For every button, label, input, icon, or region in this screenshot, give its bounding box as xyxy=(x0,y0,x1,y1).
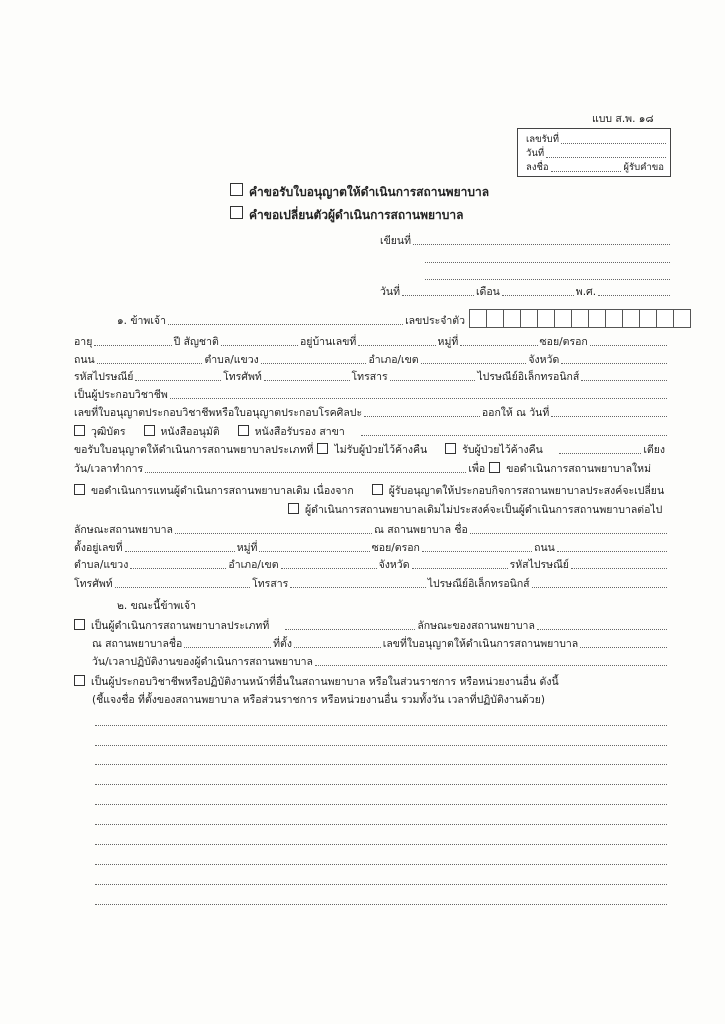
id-digit-box[interactable] xyxy=(571,309,589,328)
dotted-input-field[interactable] xyxy=(580,647,667,648)
form-row xyxy=(425,250,670,266)
dotted-input-field[interactable] xyxy=(581,380,667,381)
id-digit-box[interactable] xyxy=(469,309,487,328)
field-label: เตียง xyxy=(643,444,665,456)
form-row xyxy=(72,423,667,439)
form-row xyxy=(425,267,670,283)
dotted-input-field[interactable] xyxy=(281,568,377,569)
field-label: ซอย/ตรอก xyxy=(371,542,420,554)
form-row xyxy=(286,501,667,517)
dotted-input-field[interactable] xyxy=(170,398,667,399)
id-digit-box[interactable] xyxy=(588,309,606,328)
field-label: ตำบล/แขวง xyxy=(74,559,129,571)
form-row xyxy=(95,752,667,768)
form-row xyxy=(72,673,667,689)
field-label: อยู่บ้านเลขที่ xyxy=(300,336,357,348)
receipt-signature-row xyxy=(524,161,666,175)
checkbox-label[interactable]: หนังสือรับรอง สาขา xyxy=(254,426,345,438)
field-label: หมู่ที่ xyxy=(236,542,258,554)
checkbox-label[interactable]: เป็นผู้ประกอบวิชาชีพหรือปฏิบัติงานหน้าที่อื่นในสถานพยาบาล หรือในส่วนราชการ หรือหน่วยงานอื่น ดังนี้ xyxy=(91,676,559,688)
field-label: ออกให้ ณ วันที่ xyxy=(481,407,550,419)
checkbox-label[interactable]: ไม่รับผู้ป่วยไว้ค้างคืน xyxy=(334,444,428,456)
checkbox-label[interactable]: ผู้ดำเนินการสถานพยาบาลเดิมไม่ประสงค์จะเป็นผู้ดำเนินการสถานพยาบาลต่อไป xyxy=(305,504,663,516)
field-label: ถนน xyxy=(74,354,95,366)
field-label: ซอย/ตรอก xyxy=(539,336,588,348)
dotted-input-field[interactable] xyxy=(168,324,403,325)
dotted-input-field[interactable] xyxy=(425,262,670,263)
receipt-date-field[interactable] xyxy=(546,157,666,158)
dotted-input-field[interactable] xyxy=(285,629,415,630)
dotted-input-field[interactable] xyxy=(95,824,667,825)
receipt-no-row xyxy=(524,133,666,147)
id-number-boxes[interactable] xyxy=(470,309,691,328)
checkbox[interactable] xyxy=(372,484,383,495)
dotted-input-field[interactable] xyxy=(470,533,667,534)
form-row xyxy=(115,597,198,613)
form-row xyxy=(378,232,670,248)
form-row xyxy=(95,832,667,848)
checkbox[interactable] xyxy=(74,425,85,436)
field-label: วัน/เวลาทำการ xyxy=(74,463,144,475)
form-code: แบบ ส.พ. ๑๘ xyxy=(592,113,654,125)
field-label: ที่ตั้ง xyxy=(273,638,292,650)
form-row xyxy=(72,575,667,591)
form-row xyxy=(72,617,667,633)
field-label: เลขที่ใบอนุญาตให้ดำเนินการสถานพยาบาล xyxy=(382,638,579,650)
field-label: เขียนที่ xyxy=(380,235,412,247)
id-digit-box[interactable] xyxy=(486,309,504,328)
checkbox[interactable] xyxy=(74,619,85,630)
form-row xyxy=(90,635,667,651)
checkbox-label[interactable]: รับผู้ป่วยไว้ค้างคืน xyxy=(462,444,543,456)
form-row xyxy=(72,460,667,476)
dotted-input-field[interactable] xyxy=(422,551,532,552)
checkbox[interactable] xyxy=(445,443,456,454)
field-label: ตำบล/แขวง xyxy=(204,354,259,366)
form-row xyxy=(95,872,667,888)
form-row xyxy=(95,812,667,828)
field-label: อำเภอ/เขต xyxy=(228,559,279,571)
field-label: โทรศัพท์ xyxy=(223,371,262,383)
field-label: ไปรษณีย์อิเล็กทรอนิกส์ xyxy=(477,371,580,383)
dotted-input-field[interactable] xyxy=(95,864,667,865)
checkbox-label[interactable]: หนังสืออนุมัติ xyxy=(160,426,220,438)
dotted-input-field[interactable] xyxy=(221,345,298,346)
field-label: พ.ศ. xyxy=(575,286,597,298)
form-row xyxy=(228,206,479,222)
dotted-input-field[interactable] xyxy=(532,587,667,588)
dotted-input-field[interactable] xyxy=(460,345,537,346)
dotted-input-field[interactable] xyxy=(175,533,372,534)
dotted-input-field[interactable] xyxy=(551,416,667,417)
checkbox[interactable] xyxy=(230,183,243,196)
dotted-input-field[interactable] xyxy=(412,568,508,569)
form-row xyxy=(72,386,667,402)
dotted-input-field[interactable] xyxy=(95,884,667,885)
dotted-input-field[interactable] xyxy=(571,568,667,569)
field-label: ปี สัญชาติ xyxy=(173,336,219,348)
dotted-input-field[interactable] xyxy=(145,472,466,473)
field-label: โทรสาร xyxy=(252,578,289,590)
id-digit-box[interactable] xyxy=(673,309,691,328)
field-label: เลขที่ใบอนุญาตประกอบวิชาชีพหรือใบอนุญาตประกอบโรคศิลปะ xyxy=(74,407,363,419)
form-row xyxy=(72,556,667,572)
checkbox-label[interactable]: ผู้รับอนุญาตให้ประกอบกิจการสถานพยาบาลประสงค์จะเปลี่ยน xyxy=(388,485,665,497)
signature-label: ลงชื่อ xyxy=(526,162,549,173)
field-label: วัน/เวลาปฏิบัติงานของผู้ดำเนินการสถานพยาบาล xyxy=(92,656,313,668)
form-row xyxy=(72,482,667,498)
field-label: เพื่อ xyxy=(468,463,486,475)
dotted-input-field[interactable] xyxy=(294,647,381,648)
dotted-input-field[interactable] xyxy=(502,295,574,296)
field-label: ตั้งอยู่เลขที่ xyxy=(74,542,123,554)
form-row xyxy=(95,772,667,788)
id-digit-box[interactable] xyxy=(554,309,572,328)
form-row xyxy=(95,892,667,908)
checkbox[interactable] xyxy=(230,206,243,219)
dotted-input-field[interactable] xyxy=(590,345,667,346)
form-row xyxy=(72,351,667,367)
dotted-input-field[interactable] xyxy=(559,453,641,454)
checkbox[interactable] xyxy=(74,675,85,686)
dotted-input-field[interactable] xyxy=(261,363,367,364)
form-row xyxy=(90,653,667,669)
receipt-box xyxy=(517,128,671,177)
id-digit-box[interactable] xyxy=(639,309,657,328)
signature-field[interactable] xyxy=(551,171,622,172)
dotted-input-field[interactable] xyxy=(95,904,667,905)
dotted-input-field[interactable] xyxy=(95,784,667,785)
dotted-input-field[interactable] xyxy=(364,416,480,417)
field-label: (ชี้แจงชื่อ ที่ตั้งของสถานพยาบาล หรือส่วนราชการ หรือหน่วยงานอื่น รวมทั้งวัน เวลาที่ปฏิบัติงานด้วย) xyxy=(92,694,545,706)
dotted-input-field[interactable] xyxy=(95,725,667,726)
form-row xyxy=(95,713,667,729)
field-label: โทรสาร xyxy=(351,371,388,383)
checkbox-label[interactable]: วุฒิบัตร xyxy=(91,426,126,438)
dotted-input-field[interactable] xyxy=(130,568,226,569)
id-digit-box[interactable] xyxy=(622,309,640,328)
receipt-date-label: วันที่ xyxy=(526,148,545,159)
dotted-input-field[interactable] xyxy=(259,551,369,552)
field-label: เป็นผู้ประกอบวิชาชีพ xyxy=(74,389,168,401)
dotted-input-field[interactable] xyxy=(290,587,425,588)
field-label: หมู่ที่ xyxy=(437,336,459,348)
dotted-input-field[interactable] xyxy=(537,629,667,630)
dotted-input-field[interactable] xyxy=(358,345,435,346)
dotted-input-field[interactable] xyxy=(135,380,221,381)
form-row xyxy=(90,691,547,707)
dotted-input-field[interactable] xyxy=(413,244,670,245)
id-digit-box[interactable] xyxy=(503,309,521,328)
dotted-input-field[interactable] xyxy=(184,647,271,648)
dotted-input-field[interactable] xyxy=(315,665,667,666)
receiver-label: ผู้รับคำขอ xyxy=(623,162,664,173)
field-label: รหัสไปรษณีย์ xyxy=(74,371,134,383)
dotted-input-field[interactable] xyxy=(598,295,670,296)
id-digit-box[interactable] xyxy=(520,309,538,328)
field-label: ๑. ข้าพเจ้า xyxy=(117,315,166,327)
form-row xyxy=(95,852,667,868)
field-label: ลักษณะของสถานพยาบาล xyxy=(417,620,535,632)
dotted-input-field[interactable] xyxy=(95,844,667,845)
dotted-input-field[interactable] xyxy=(361,435,667,436)
field-label: ๒. ขณะนี้ข้าพเจ้า xyxy=(117,600,196,612)
form-row xyxy=(72,441,667,457)
checkbox[interactable] xyxy=(74,484,85,495)
dotted-input-field[interactable] xyxy=(94,345,171,346)
field-label: ณ สถานพยาบาล ชื่อ xyxy=(374,524,468,536)
checkbox[interactable] xyxy=(317,443,328,454)
checkbox-label[interactable]: คำขอเปลี่ยนตัวผู้ดำเนินการสถานพยาบาล xyxy=(249,208,464,222)
receipt-no-field[interactable] xyxy=(561,143,666,144)
checkbox[interactable] xyxy=(238,425,249,436)
checkbox[interactable] xyxy=(489,462,500,473)
dotted-input-field[interactable] xyxy=(421,363,527,364)
field-label: โทรศัพท์ xyxy=(74,578,113,590)
dotted-input-field[interactable] xyxy=(95,804,667,805)
checkbox[interactable] xyxy=(288,503,299,514)
field-label: จังหวัด xyxy=(528,354,560,366)
dotted-input-field[interactable] xyxy=(561,363,667,364)
field-label: เลขประจำตัว xyxy=(405,315,465,327)
form-row xyxy=(72,521,667,537)
form-row xyxy=(72,404,667,420)
dotted-input-field[interactable] xyxy=(402,295,474,296)
field-label: ขอรับใบอนุญาตให้ดำเนินการสถานพยาบาลประเภทที่ xyxy=(74,444,314,456)
checkbox-label[interactable]: ขอดำเนินการสถานพยาบาลใหม่ xyxy=(506,463,651,475)
checkbox-label[interactable]: ขอดำเนินการแทนผู้ดำเนินการสถานพยาบาลเดิม เนื่องจาก xyxy=(91,485,354,497)
form-row xyxy=(228,183,505,199)
form-row xyxy=(95,733,667,749)
dotted-input-field[interactable] xyxy=(390,380,476,381)
receipt-no-label: เลขรับที่ xyxy=(526,134,559,145)
field-label: เดือน xyxy=(475,286,500,298)
dotted-input-field[interactable] xyxy=(95,745,667,746)
field-label: รหัสไปรษณีย์ xyxy=(509,559,569,571)
form-row xyxy=(95,792,667,808)
form-row xyxy=(72,368,667,384)
field-label: ลักษณะสถานพยาบาล xyxy=(74,524,173,536)
field-label: ไปรษณีย์อิเล็กทรอนิกส์ xyxy=(427,578,530,590)
id-digit-box[interactable] xyxy=(656,309,674,328)
dotted-input-field[interactable] xyxy=(97,363,203,364)
field-label: อำเภอ/เขต xyxy=(368,354,419,366)
dotted-input-field[interactable] xyxy=(95,764,667,765)
dotted-input-field[interactable] xyxy=(557,551,667,552)
field-label: วันที่ xyxy=(380,286,400,298)
dotted-input-field[interactable] xyxy=(425,279,670,280)
checkbox-label[interactable]: เป็นผู้ดำเนินการสถานพยาบาลประเภทที่ xyxy=(91,620,270,632)
field-label: อายุ xyxy=(74,336,93,348)
dotted-input-field[interactable] xyxy=(115,587,250,588)
checkbox[interactable] xyxy=(144,425,155,436)
field-label: ณ สถานพยาบาลชื่อ xyxy=(92,638,183,650)
field-label: ถนน xyxy=(534,542,555,554)
form-row xyxy=(378,283,670,299)
dotted-input-field[interactable] xyxy=(264,380,350,381)
form-row xyxy=(115,312,467,328)
receipt-date-row xyxy=(524,147,666,161)
id-digit-box[interactable] xyxy=(605,309,623,328)
id-digit-box[interactable] xyxy=(537,309,555,328)
dotted-input-field[interactable] xyxy=(125,551,235,552)
checkbox-label[interactable]: คำขอรับใบอนุญาตให้ดำเนินการสถานพยาบาล xyxy=(249,185,490,199)
form-row xyxy=(72,333,667,349)
form-row xyxy=(72,539,667,555)
field-label: จังหวัด xyxy=(378,559,410,571)
